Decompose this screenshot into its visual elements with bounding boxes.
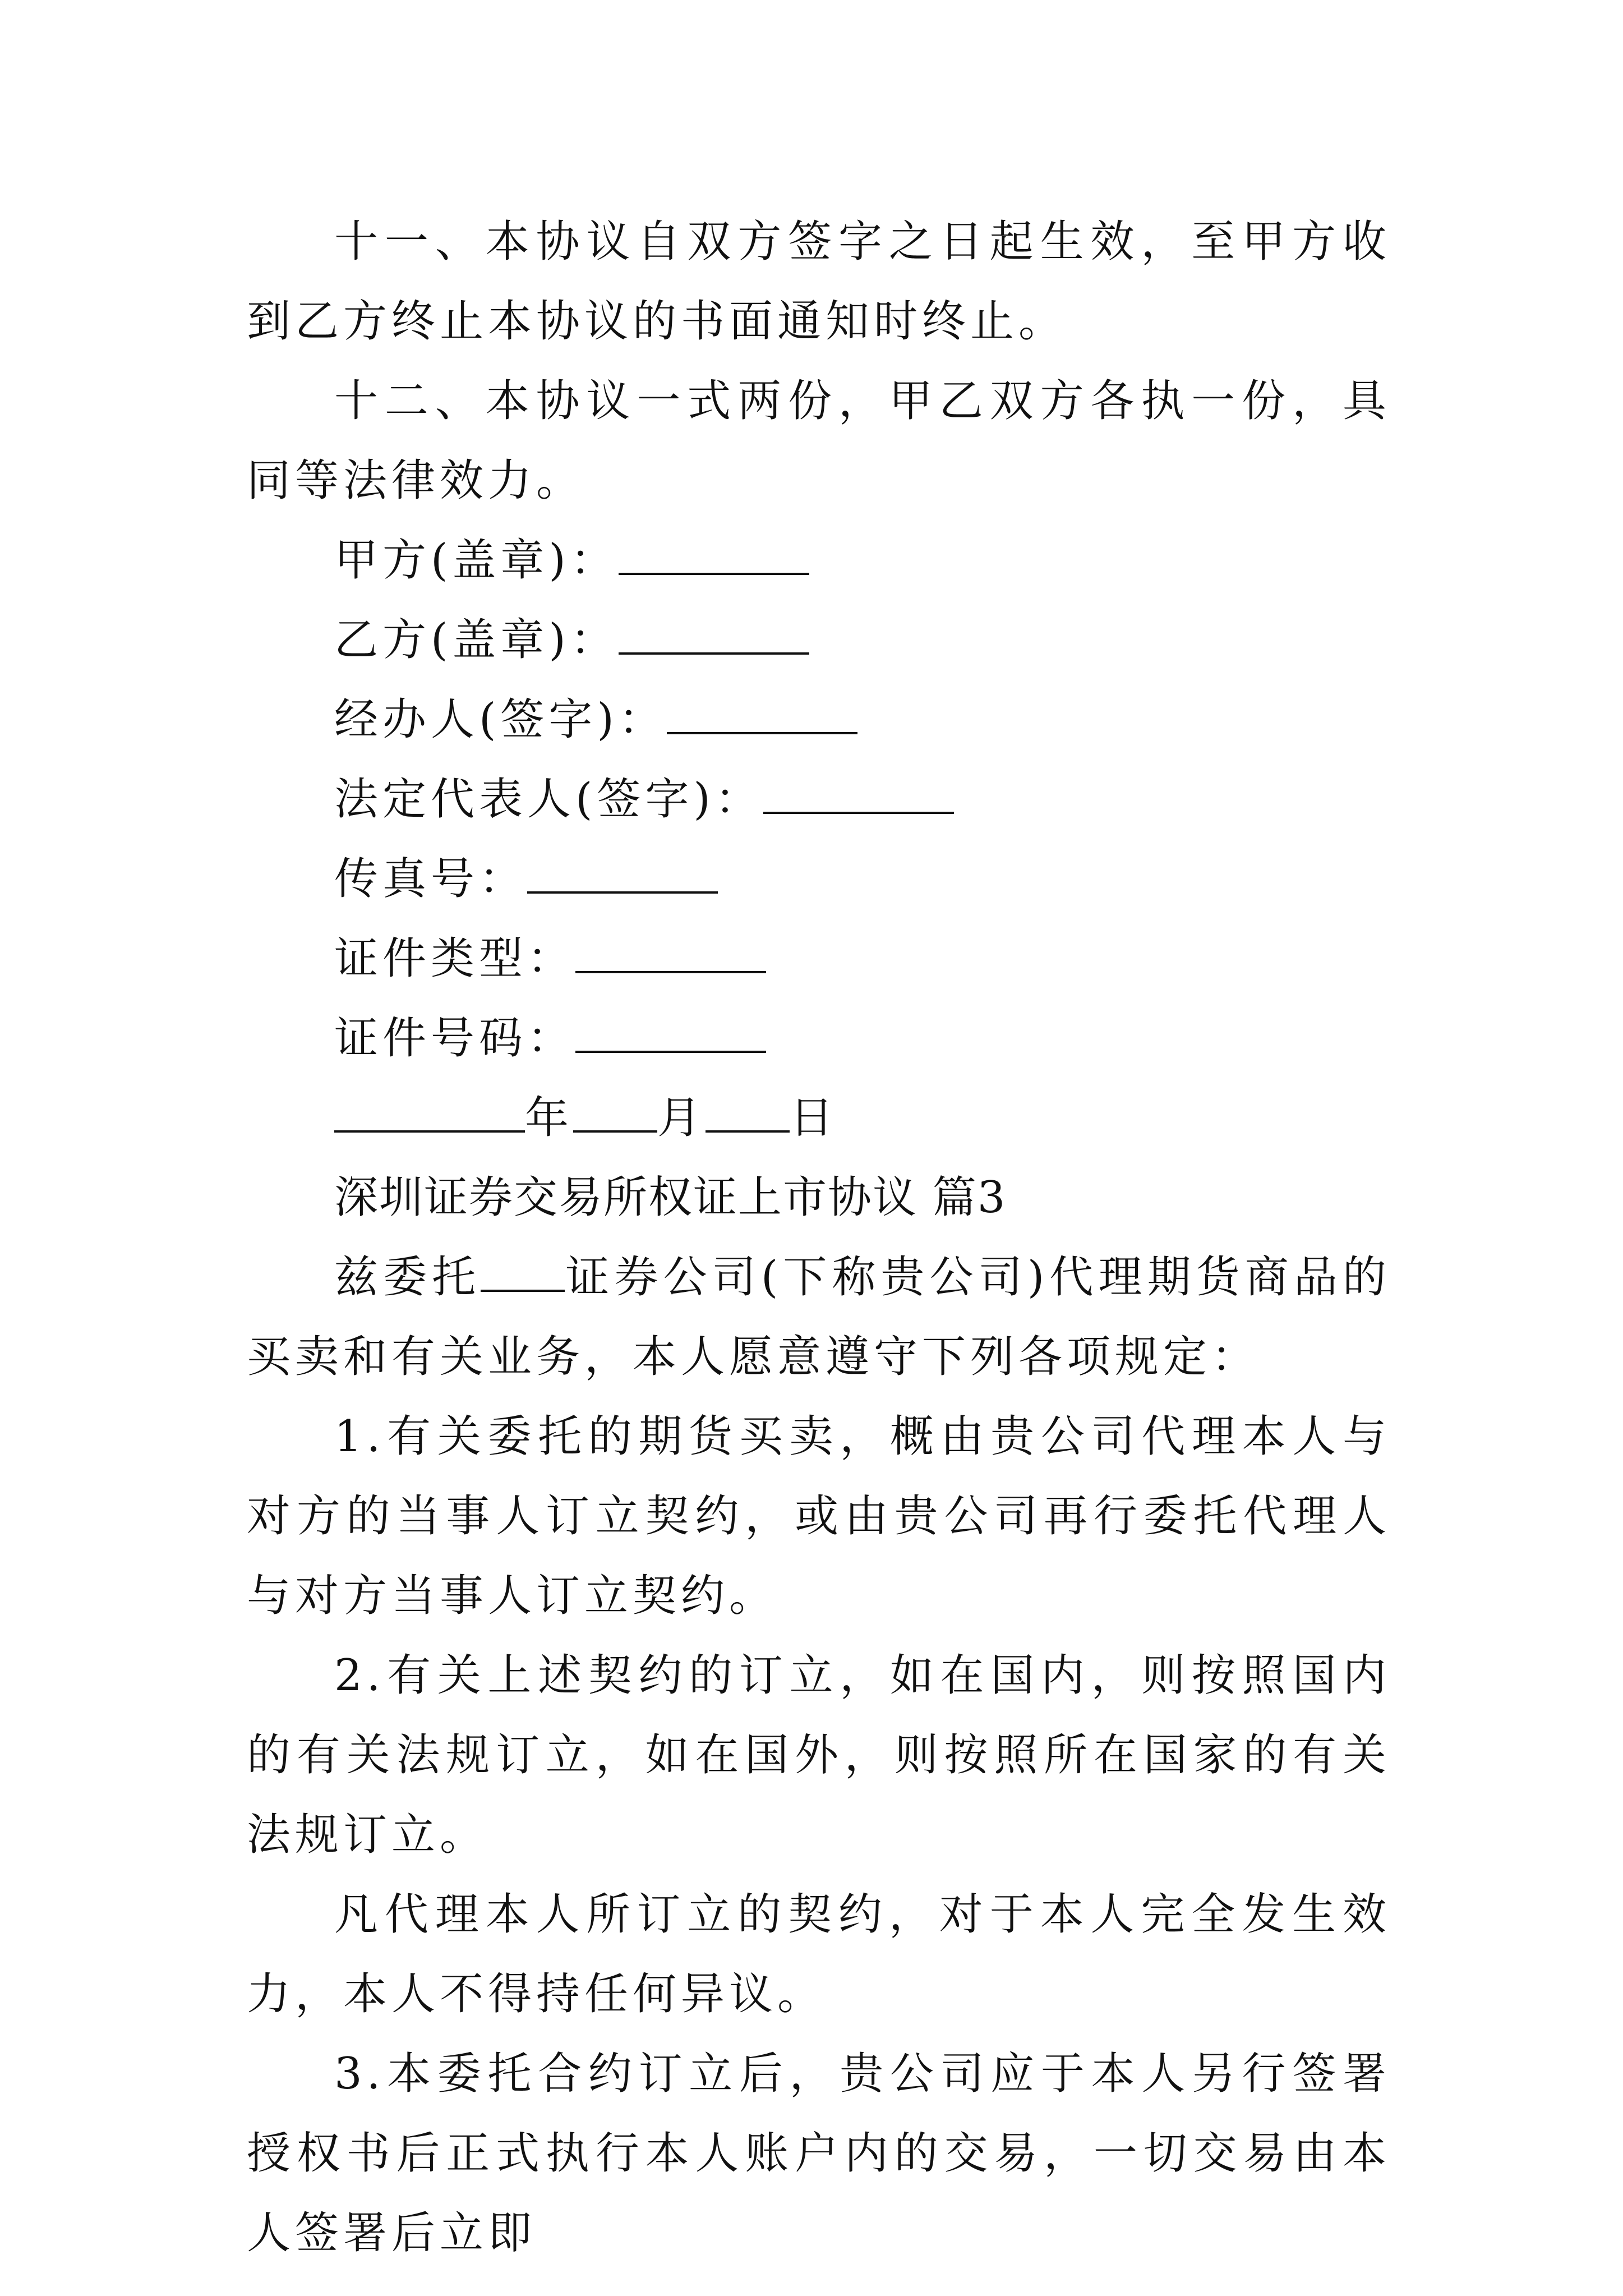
id-type-line: [247, 919, 1391, 999]
entrust-paragraph: [247, 1237, 1391, 1397]
year-blank: [334, 1097, 525, 1133]
day-label: 日: [790, 1093, 838, 1143]
fax-line: [247, 839, 1391, 919]
rule-one: 1.有关委托的期货买卖，概由贵公司代理本人与对方的当事人订立契约，或由贵公司再行委托代理人与对方当事人订立契约。: [247, 1411, 1391, 1621]
clause-eleven: 十一、本协议自双方签字之日起生效，至甲方收到乙方终止本协议的书面通知时终止。: [247, 217, 1391, 347]
party-a-signature-line: [247, 521, 1391, 600]
rule-two: 2.有关上述契约的订立，如在国内，则按照国内的有关法规订立，如在国外，则按照所在国家的有关法规订立。: [247, 1650, 1391, 1860]
legal-rep-blank: [763, 778, 954, 814]
party-b-signature-line: [247, 600, 1391, 680]
section-title: 深圳证券交易所权证上市协议 篇3: [334, 1172, 1007, 1223]
date-line: [247, 1078, 1391, 1158]
id-number-blank: [575, 1017, 766, 1053]
agent-label: 经办人(签字)：: [334, 694, 667, 745]
agent-blank: [667, 698, 857, 734]
fax-label: 传真号：: [334, 854, 528, 904]
party-a-blank: [619, 539, 809, 575]
legal-rep-signature-line: [247, 760, 1391, 839]
fax-blank: [527, 858, 718, 894]
party-a-label: 甲方(盖章)：: [334, 535, 619, 586]
validity-statement: 凡代理本人所订立的契约，对于本人完全发生效力，本人不得持任何异议。: [247, 1889, 1391, 2019]
id-number-label: 证件号码：: [334, 1013, 576, 1064]
document-body: [247, 202, 1391, 2273]
id-type-blank: [575, 937, 766, 973]
day-blank: [706, 1097, 790, 1133]
party-b-blank: [619, 619, 809, 655]
party-b-label: 乙方(盖章)：: [334, 615, 619, 665]
month-blank: [573, 1097, 657, 1133]
entrust-text-after: 证券公司(下称贵公司)代理期货商品的买卖和有关业务，本人愿意遵守下列各项规定：: [247, 1252, 1391, 1382]
clause-twelve: 十二、本协议一式两份，甲乙双方各执一份，具同等法律效力。: [247, 376, 1391, 506]
id-number-line: [247, 999, 1391, 1078]
company-name-blank: [481, 1256, 565, 1292]
id-type-label: 证件类型：: [334, 933, 576, 984]
legal-rep-label: 法定代表人(签字)：: [334, 774, 763, 825]
rule-three: 3.本委托合约订立后，贵公司应于本人另行签署授权书后正式执行本人账户内的交易，一切交易由本人签署后立即: [247, 2049, 1391, 2258]
agent-signature-line: [247, 680, 1391, 760]
month-label: 月: [657, 1093, 706, 1143]
entrust-text-before: 兹委托: [334, 1252, 481, 1303]
year-label: 年: [525, 1093, 574, 1143]
